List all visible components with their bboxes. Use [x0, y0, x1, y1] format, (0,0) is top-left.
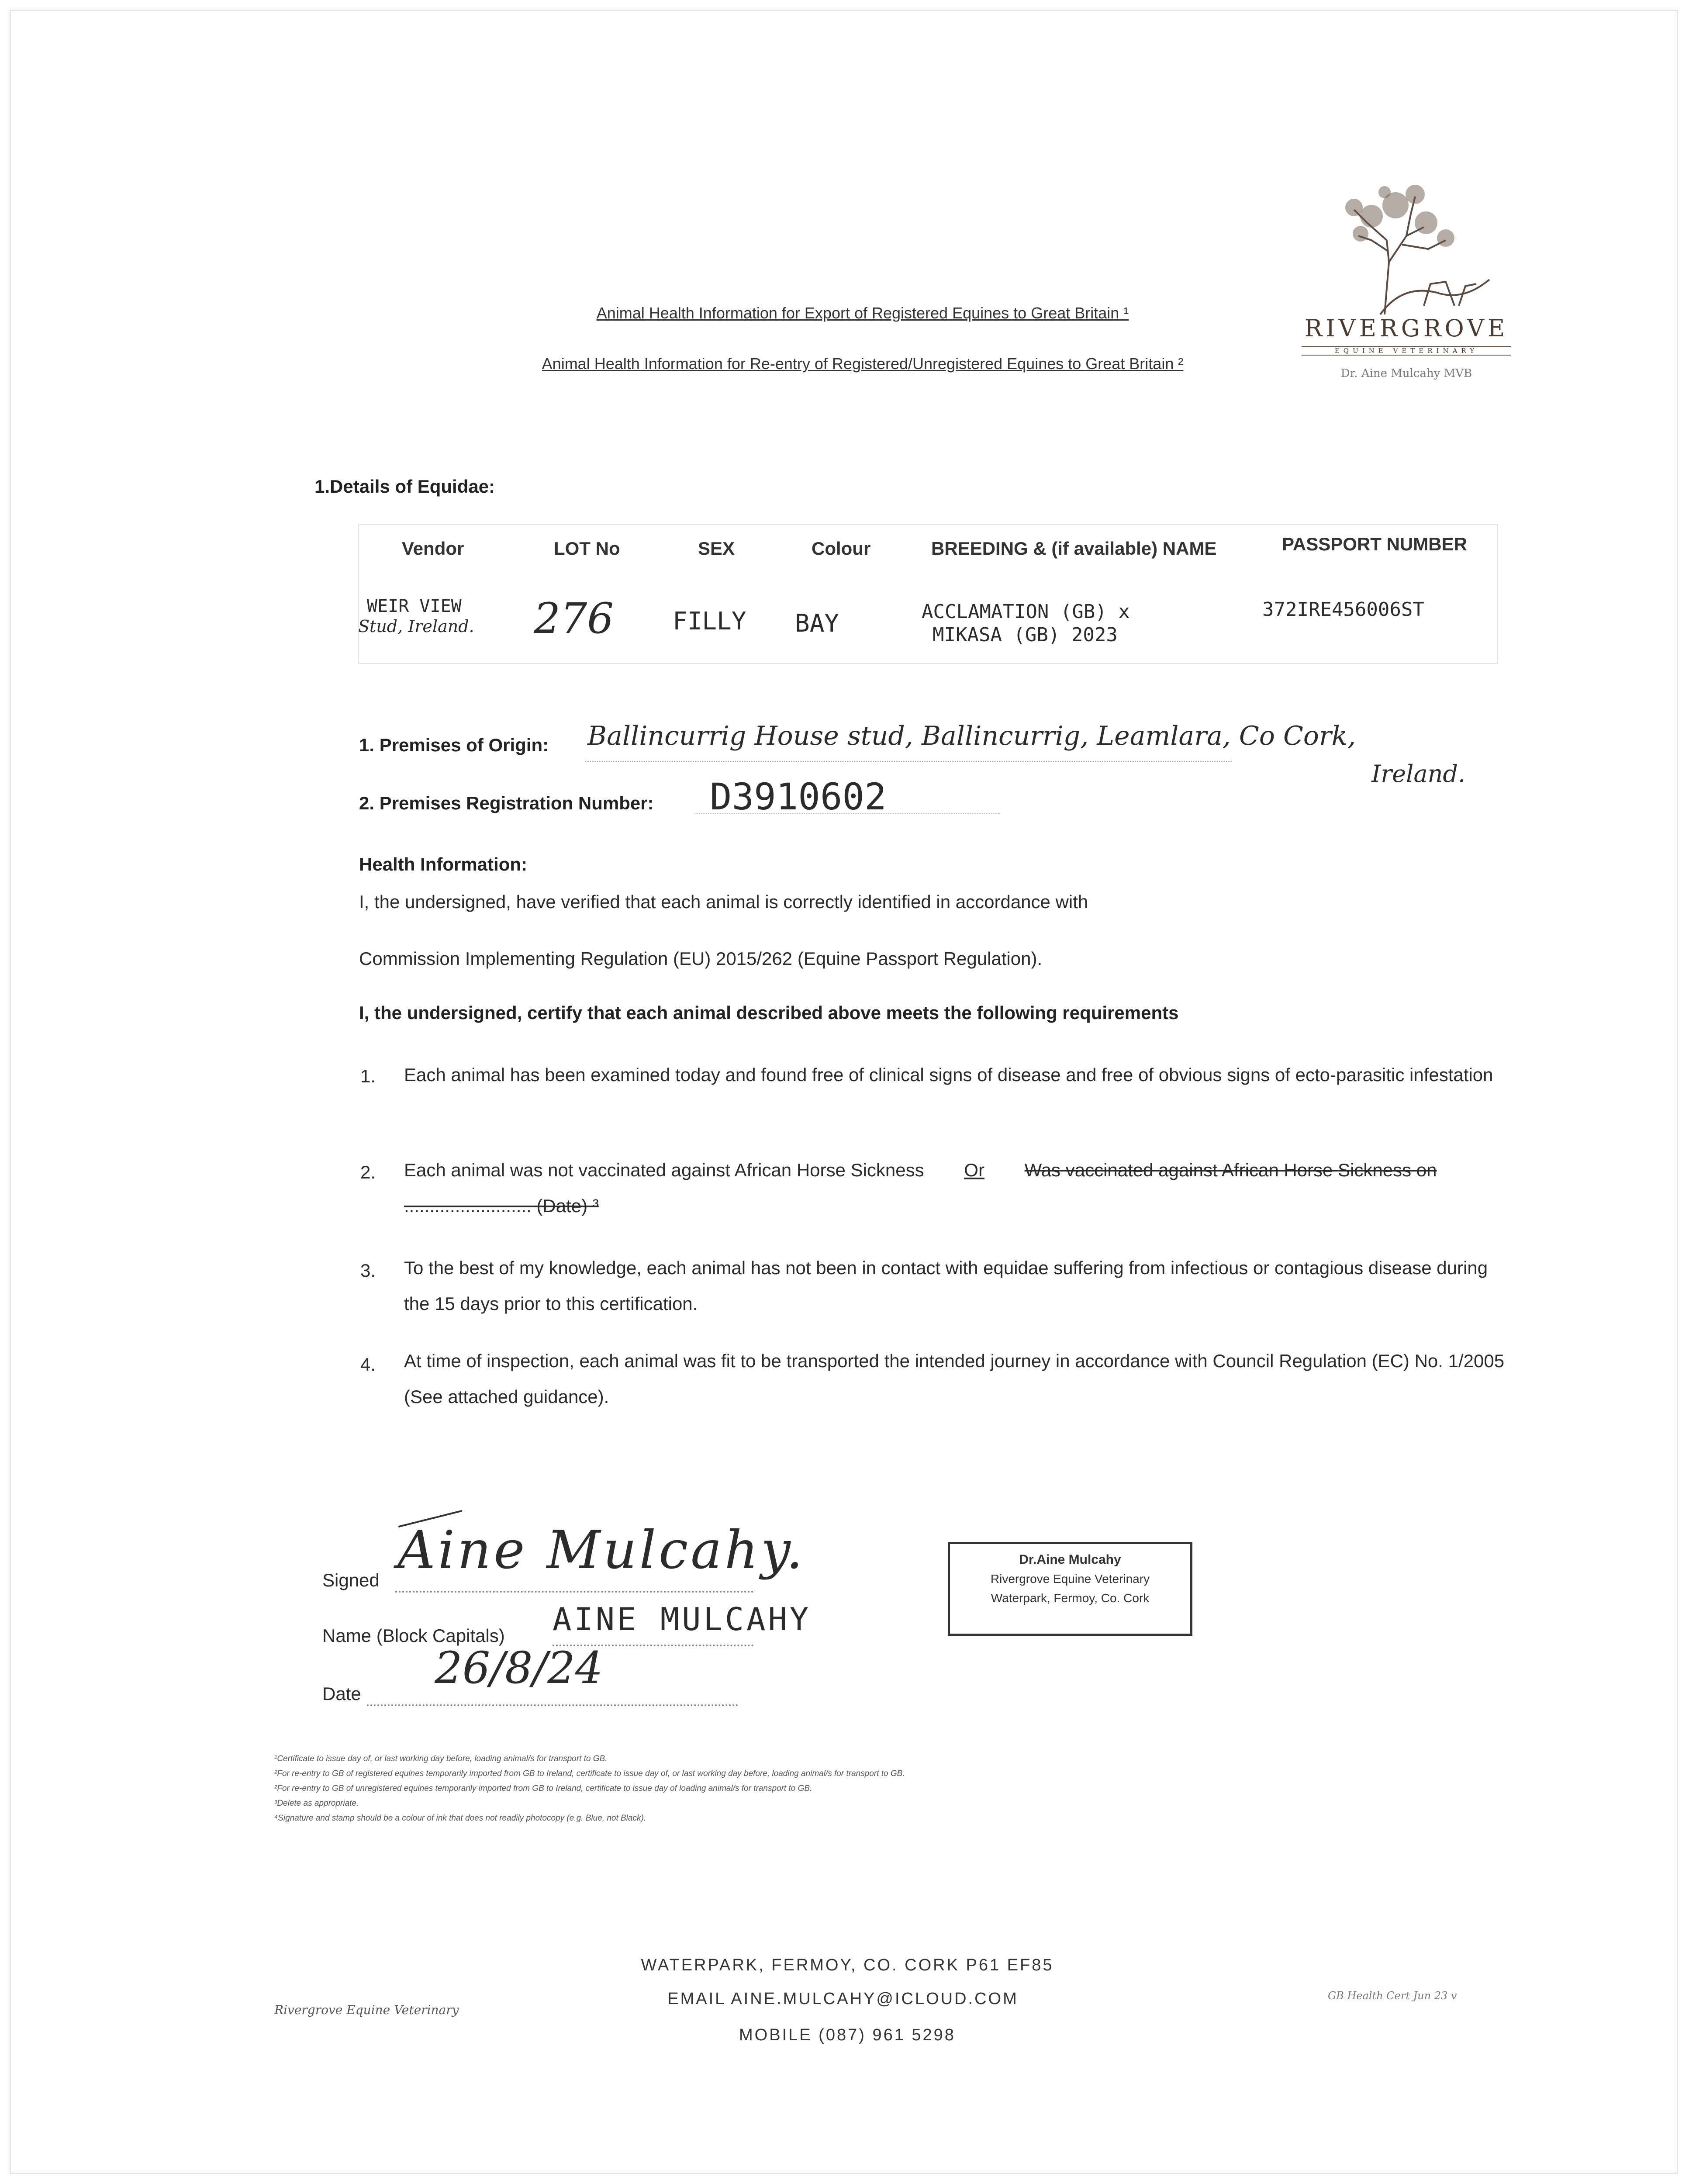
header-lot-no: LOT No: [554, 538, 620, 559]
footer-mobile: MOBILE (087) 961 5298: [739, 2026, 956, 2044]
name-handwritten: AINE MULCAHY: [553, 1601, 812, 1638]
name-label: Name (Block Capitals): [322, 1625, 505, 1646]
title-reentry: Animal Health Information for Re-entry of Registered/Unregistered Equines to Great Britain ²: [542, 355, 1184, 373]
req2-not-vaccinated: Each animal was not vaccinated against African Horse Sickness: [404, 1160, 924, 1180]
signature-handwritten: Aine Mulcahy.: [397, 1520, 806, 1581]
footnote-4: ³Delete as appropriate.: [274, 1799, 359, 1808]
title-export: Animal Health Information for Export of Registered Equines to Great Britain ¹: [596, 304, 1129, 322]
section-details-heading: 1.Details of Equidae:: [314, 476, 495, 497]
stamp-line1: Dr.Aine Mulcahy: [1019, 1552, 1121, 1567]
footnotes: [274, 1752, 1497, 1826]
req-text: Each animal has been examined today and found free of clinical signs of disease and free of obvious signs of ecto-parasitic infestation: [404, 1064, 1493, 1085]
premises-reg-underline: [694, 813, 1000, 814]
header-vendor: Vendor: [402, 538, 464, 559]
logo-vet-name: Dr. Aine Mulcahy MVB: [1340, 367, 1472, 380]
req-number: 3.: [360, 1260, 376, 1281]
req-text-2: [404, 1152, 1505, 1224]
premises-reg-value: D3910602: [710, 775, 887, 818]
vendor-line2: Stud, Ireland.: [358, 617, 474, 636]
health-para1: I, the undersigned, have verified that each animal is correctly identified in accordance with: [359, 892, 1088, 912]
breeding-line2: MIKASA (GB) 2023: [933, 624, 1118, 646]
breeding-line1: ACCLAMATION (GB) x: [922, 601, 1130, 623]
footnote-5: ⁴Signature and stamp should be a colour of ink that does not readily photocopy (e.g. Blue, not Black).: [274, 1814, 646, 1823]
premises-origin-value-line2: Ireland.: [1371, 760, 1466, 788]
logo-name: RIVERGROVE: [1304, 314, 1509, 342]
header-breeding: BREEDING & (if available) NAME: [931, 538, 1217, 559]
footer-left: Rivergrove Equine Veterinary: [274, 2003, 459, 2017]
vet-stamp: [948, 1542, 1192, 1636]
premises-origin-value: Ballincurrig House stud, Ballincurrig, Leamlara, Co Cork,: [587, 721, 1356, 751]
premises-reg-label: 2. Premises Registration Number:: [359, 793, 654, 813]
date-handwritten: 26/8/24: [435, 1642, 603, 1693]
date-underline: [367, 1704, 738, 1706]
stamp-line3: Waterpark, Fermoy, Co. Cork: [991, 1591, 1150, 1605]
header-sex: SEX: [698, 538, 735, 559]
footnote-1: ¹Certificate to issue day of, or last working day before, loading animal/s for transport to GB.: [274, 1754, 608, 1763]
health-heading: Health Information:: [359, 854, 527, 874]
date-label: Date: [322, 1683, 361, 1704]
lot-number: 276: [534, 594, 614, 643]
req2-vaccinated-struck: Was vaccinated against African Horse Sickness on ......................... (Date) ³: [404, 1160, 1437, 1216]
sex-value: FILLY: [673, 607, 746, 636]
health-certify: I, the undersigned, certify that each animal described above meets the following requirements: [359, 1002, 1179, 1023]
vendor-line1: WEIR VIEW: [367, 596, 462, 616]
footer-right: GB Health Cert Jun 23 v: [1328, 1990, 1457, 2002]
footnote-3: ²For re-entry to GB of unregistered equines temporarily imported from GB to Ireland, certificate to issue day of loading animal/s for transport to GB.: [274, 1784, 812, 1793]
footer-email: EMAIL AINE.MULCAHY@ICLOUD.COM: [667, 1990, 1019, 2008]
premises-origin-underline: [585, 761, 1232, 762]
footer-address: WATERPARK, FERMOY, CO. CORK P61 EF85: [641, 1956, 1054, 1974]
colour-value: BAY: [795, 609, 839, 638]
health-para2: Commission Implementing Regulation (EU) 2015/262 (Equine Passport Regulation).: [359, 948, 1043, 969]
req-number: 1.: [360, 1066, 376, 1086]
tree-horse-logo-icon: [1315, 175, 1498, 323]
stamp-line2: Rivergrove Equine Veterinary: [990, 1572, 1150, 1586]
footnote-2: ²For re-entry to GB of registered equines temporarily imported from GB to Ireland, certificate to issue day of, or last working day before, loading animal/s for transport to GB.: [274, 1769, 905, 1778]
premises-origin-label: 1. Premises of Origin:: [359, 735, 549, 755]
header-colour: Colour: [812, 538, 871, 559]
header-passport: PASSPORT NUMBER: [1282, 534, 1467, 554]
signed-label: Signed: [322, 1570, 380, 1590]
req2-or: Or: [964, 1160, 984, 1180]
logo-subtitle: EQUINE VETERINARY: [1302, 346, 1511, 356]
req-number: 4.: [360, 1354, 376, 1375]
signed-underline: [395, 1591, 753, 1593]
req-number: 2.: [360, 1162, 376, 1182]
passport-number-value: 372IRE456006ST: [1262, 598, 1424, 621]
req-text: At time of inspection, each animal was fit to be transported the intended journey in accordance with Council Regulation (EC) No. 1/2005 (See attached guidance).: [404, 1351, 1505, 1407]
req-text: To the best of my knowledge, each animal has not been in contact with equidae suffering from infectious or contagious disease during the 15 days prior to this certification.: [404, 1258, 1488, 1314]
